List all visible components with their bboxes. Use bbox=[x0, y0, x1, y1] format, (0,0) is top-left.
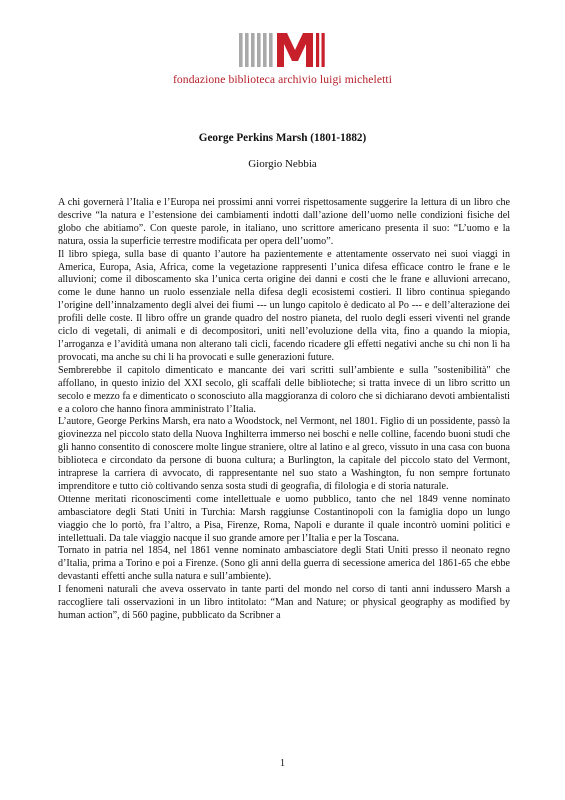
logo-text: fondazione biblioteca archivio luigi micheletti bbox=[172, 73, 393, 86]
paragraph: A chi governerà l’Italia e l’Europa nei prossimi anni vorrei rispettosamente suggerire la lettura di un libro che descrive “la natura e l’estensione dei cambiamenti indotti dall’azione dell’uomo nelle condizioni fisiche del globo che abitiamo”. Con queste parole, in italiano, uno scrittore americano presenta il suo: “L’uomo e la natura, ossia la superficie terrestre modificata per opera dell’uomo”. bbox=[58, 197, 510, 247]
paragraph: I fenomeni naturali che aveva osservato in tante parti del mondo nel corso di tanti anni indussero Marsh a raccogliere tali osservazioni in un libro intitolato: “Man and Nature; or physical geography as modified by human action”, di 560 pagine, pubblicato da Scribner a bbox=[58, 584, 510, 621]
paragraph: Ottenne meritati riconoscimenti come intellettuale e uomo pubblico, tanto che nel 1849 venne nominato ambasciatore degli Stati Uniti in Turchia: Marsh raggiunse Costantinopoli con la famiglia dopo un lungo viaggio che lo portò, fra l’altro, a Pisa, Firenze, Roma, Napoli e durante il quale incontrò uomini politici e intellettuali. Da tale viaggio nacque il suo grande amore per l’Italia e per la Toscana. bbox=[58, 493, 510, 544]
page-number: 1 bbox=[280, 758, 285, 769]
document-author: Giorgio Nebbia bbox=[248, 158, 317, 170]
paragraph: L’autore, George Perkins Marsh, era nato a Woodstock, nel Vermont, nel 1801. Figlio di un possidente, passò la giovinezza nel piccolo stato della Nuova Inghilterra immerso nei boschi e nelle colline, facendo buoni studi che gli hanno consentito di conoscere molte lingue straniere, oltre al latino e al greco, vissuto in una casa con buona biblioteca e circondato da persone di buona cultura; a Burlington, la capitale del piccolo stato del Vermont, intraprese la carriera di avvocato, di rappresentante nel suo stato a Washington, fu non sempre fortunato imprenditore e tutto ciò coltivando senza sosta studi di geografia, di filologia e di storia naturale. bbox=[58, 416, 510, 492]
foundation-logo bbox=[0, 30, 565, 86]
document-body bbox=[58, 197, 510, 623]
fbalm-logo-mark-icon bbox=[237, 30, 329, 70]
document-title: George Perkins Marsh (1801-1882) bbox=[198, 132, 367, 144]
paragraph: Tornato in patria nel 1854, nel 1861 venne nominato ambasciatore degli Stati Uniti presso il neonato regno d’Italia, prima a Torino e poi a Firenze. (Sono gli anni della guerra di secessione america del 1861-65 che ebbe devastanti effetti anche sulla natura e sull’ambiente). bbox=[58, 545, 510, 583]
paragraph: Il libro spiega, sulla base di quanto l’autore ha pazientemente e attentamente osservato nei suoi viaggi in America, Europa, Asia, Africa, come la vegetazione rappresenti l’unica difesa efficace contro le frane e le alluvioni; come il diboscamento ska l’unica certa origine dei danni e costi che le frane e alluvioni arrecano, come le dune hanno un ruolo essenziale nella difesa degli ecosistemi costieri. Il libro continua spiegando l’origine dell’innalzamento degli alvei dei fiumi --- un lungo capitolo è dedicato al Po --- e dell’alterazione dei profili delle coste. Il libro offre un grande quadro del nostro pianeta, del ruolo degli esseri viventi nel grande ciclo di vegetali, di animali e di decompositori, uniti nell’evoluzione della vita, fino a quando la miopia, l’arroganza e l’avidità umana non alterano tali cicli, facendo ricadere gli effetti negativi anche su chi non li ha provocati, ma anche su chi li ha provocati e sulle generazioni future. bbox=[58, 248, 510, 363]
paragraph: Sembrerebbe il capitolo dimenticato e mancante dei vari scritti sull’ambiente e sulla "sostenibilità" che affollano, in questo inizio del XXI secolo, gli scaffali delle biblioteche; si tratta invece di un libro scritto un secolo e mezzo fa e dimenticato o sconosciuto alla maggioranza di coloro che si dichiarano devoti ambientalisti e a coloro che hanno finora amministrato l’Italia. bbox=[58, 364, 510, 415]
